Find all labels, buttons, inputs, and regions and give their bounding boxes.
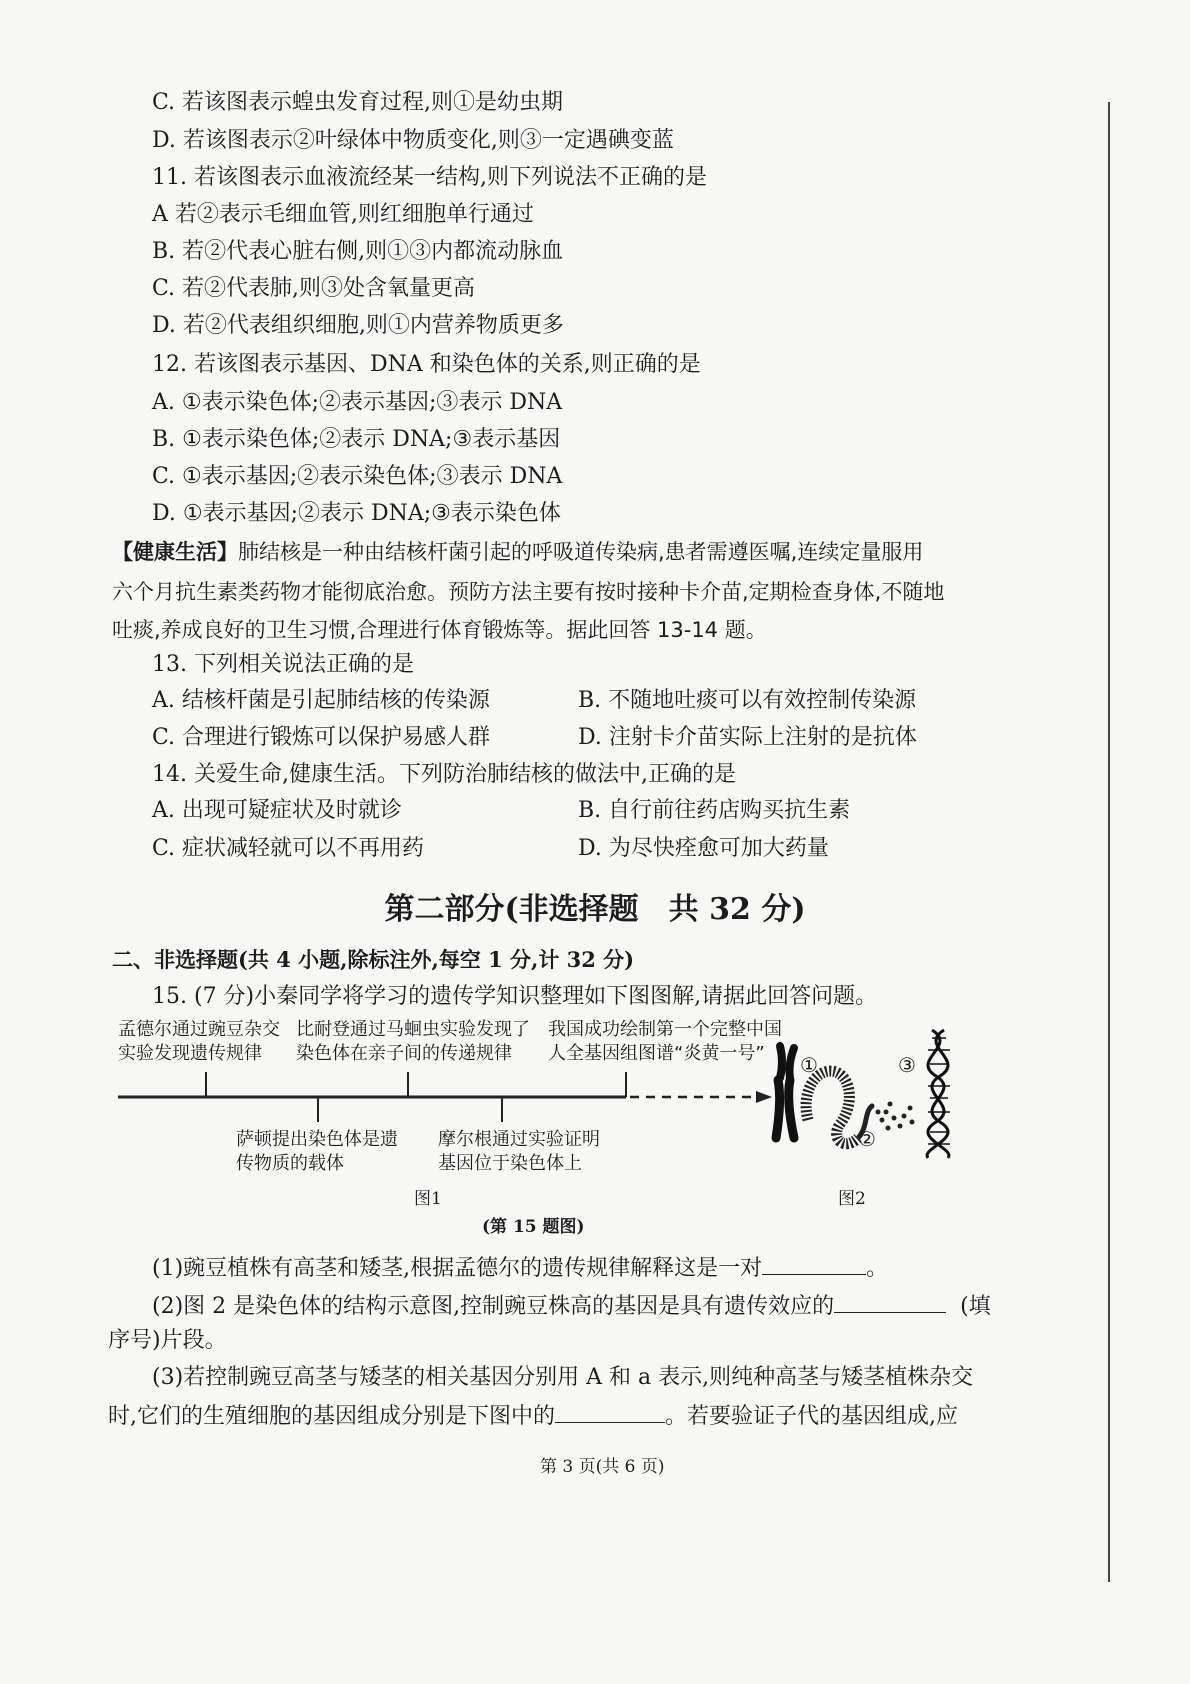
answer-blank-1[interactable] [762, 1252, 866, 1275]
q13-option-b: B. 不随地吐痰可以有效控制传染源 [578, 688, 917, 713]
fig2-marker-3: ③ [898, 1053, 916, 1077]
q11-option-b: B. 若②代表心脏右侧,则①③内都流动脉血 [152, 239, 564, 264]
dna-helix-icon [927, 1030, 950, 1158]
fig2-marker-1: ① [800, 1053, 818, 1077]
section-heading: 二、非选择题(共 4 小题,除标注外,每空 1 分,计 32 分) [112, 947, 635, 972]
q15-figure-caption: (第 15 题图) [482, 1217, 585, 1237]
fig1-event-morgan: 摩尔根通过实验证明 基因位于染色体上 [438, 1129, 600, 1174]
answer-blank-2[interactable] [834, 1290, 946, 1313]
q13-option-c: C. 合理进行锻炼可以保护易感人群 [152, 725, 491, 750]
q14-option-a: A. 出现可疑症状及时就诊 [152, 798, 402, 823]
q11-option-c: C. 若②代表肺,则③处含氧量更高 [152, 276, 476, 301]
fig1-event-sutton: 萨顿提出染色体是遗 传物质的载体 [236, 1129, 398, 1174]
q12-option-a: A. ①表示染色体;②表示基因;③表示 DNA [152, 390, 563, 415]
q15-sub2: (2)图 2 是染色体的结构示意图,控制豌豆株高的基因是具有遗传效应的 (填 [152, 1290, 991, 1322]
q11-stem: 11. 若该图表示血液流经某一结构,则下列说法不正确的是 [152, 165, 707, 190]
q12-option-d: D. ①表示基因;②表示 DNA;③表示染色体 [152, 501, 561, 526]
q13-option-d: D. 注射卡介苗实际上注射的是抗体 [578, 725, 917, 750]
q15-sub3: (3)若控制豌豆高茎与矮茎的相关基因分别用 A 和 a 表示,则纯种高茎与矮茎植株杂交 [152, 1365, 974, 1390]
q13-option-a: A. 结核杆菌是引起肺结核的传染源 [152, 688, 490, 713]
fig1-label: 图1 [414, 1189, 442, 1209]
fig1-event-mendel: 孟德尔通过豌豆杂交 实验发现遗传规律 [118, 1019, 280, 1064]
q14-option-d: D. 为尽快痊愈可加大药量 [578, 836, 829, 861]
q13-stem: 13. 下列相关说法正确的是 [152, 652, 414, 677]
chromosome-icon [776, 1046, 794, 1138]
q12-option-c: C. ①表示基因;②表示染色体;③表示 DNA [152, 464, 563, 489]
q11-option-d: D. 若②代表组织细胞,则①内营养物质更多 [152, 313, 564, 338]
margin-rule [1108, 102, 1110, 1582]
q14-option-c: C. 症状减轻就可以不再用药 [152, 836, 425, 861]
fig1-event-yanhuang: 我国成功绘制第一个完整中国 人全基因组图谱“炎黄一号” [548, 1019, 782, 1064]
q10-option-c: C. 若该图表示蝗虫发育过程,则①是幼虫期 [152, 90, 564, 115]
health-passage-line3: 吐痰,养成良好的卫生习惯,合理进行体育锻炼等。据此回答 13-14 题。 [112, 618, 767, 642]
q14-stem: 14. 关爱生命,健康生活。下列防治肺结核的做法中,正确的是 [152, 762, 736, 787]
q12-stem: 12. 若该图表示基因、DNA 和染色体的关系,则正确的是 [152, 352, 701, 377]
health-tag: 【健康生活】 [112, 540, 238, 564]
health-passage-line2: 六个月抗生素类药物才能彻底治愈。预防方法主要有按时接种卡介苗,定期检查身体,不随地 [112, 580, 945, 604]
fig1-event-beneden: 比耐登通过马蛔虫实验发现了 染色体在亲子间的传递规律 [296, 1019, 530, 1064]
q14-option-b: B. 自行前往药店购买抗生素 [578, 798, 851, 823]
fig2-marker-2: ② [858, 1127, 876, 1151]
page-footer: 第 3 页(共 6 页) [540, 1457, 665, 1477]
q12-option-b: B. ①表示染色体;②表示 DNA;③表示基因 [152, 427, 561, 452]
q15-sub2-cont: 序号)片段。 [108, 1328, 227, 1353]
q15-stem: 15. (7 分)小秦同学将学习的遗传学知识整理如下图图解,请据此回答问题。 [152, 984, 878, 1009]
nucleosome-beads-icon [870, 1102, 915, 1131]
part2-title: 第二部分(非选择题 共 32 分) [384, 892, 806, 927]
q15-sub1: (1)豌豆植株有高茎和矮茎,根据孟德尔的遗传规律解释这是一对 。 [152, 1252, 888, 1284]
health-passage-line1 [112, 532, 923, 572]
q10-option-d: D. 若该图表示②叶绿体中物质变化,则③一定遇碘变蓝 [152, 128, 674, 153]
fig2-label: 图2 [838, 1189, 866, 1209]
health-text-1: 肺结核是一种由结核杆菌引起的呼吸道传染病,患者需遵医嘱,连续定量服用 [238, 540, 924, 564]
q11-option-a: A 若②表示毛细血管,则红细胞单行通过 [152, 202, 534, 227]
fig1-timeline [110, 1064, 790, 1134]
q15-sub3-cont: 时,它们的生殖细胞的基因组成分别是下图中的 。若要验证子代的基因组成,应 [108, 1400, 958, 1432]
answer-blank-3[interactable] [555, 1400, 665, 1423]
